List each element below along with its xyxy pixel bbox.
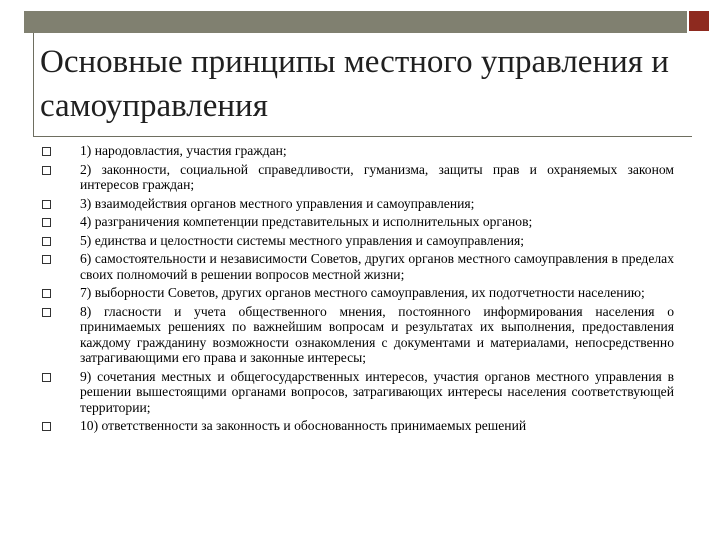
square-bullet-icon (42, 373, 51, 382)
slide-title: Основные принципы местного управления и самоуправления (40, 44, 669, 124)
principles-list (42, 143, 674, 437)
title-divider (33, 136, 692, 137)
list-item-text: 6) самостоятельности и независимости Советов, других органов местного самоуправления в пределах своих полномочий в решении вопросов местной жизни; (80, 251, 674, 282)
list-item-text: 4) разграничения компетенции представительных и исполнительных органов; (80, 214, 533, 229)
list-item (42, 233, 674, 249)
corner-accent-square (689, 11, 709, 31)
list-item (42, 285, 674, 301)
list-item-text: 5) единства и целостности системы местного управления и самоуправления; (80, 232, 525, 248)
square-bullet-icon (42, 147, 51, 156)
list-item (42, 251, 674, 282)
square-bullet-icon (42, 237, 51, 246)
list-item-text: 10) ответственности за законность и обоснованность принимаемых решений (80, 418, 527, 433)
square-bullet-icon (42, 200, 51, 209)
square-bullet-icon (42, 255, 51, 264)
square-bullet-icon (42, 166, 51, 175)
list-item-text: 3) взаимодействия органов местного управления и самоуправления; (80, 195, 475, 211)
square-bullet-icon (42, 289, 51, 298)
square-bullet-icon (42, 218, 51, 227)
list-item (42, 143, 674, 159)
list-item-text: 9) сочетания местных и общегосударственных интересов, участия органов местного управления в решении вышестоящими органами вопросов, затрагивающих интересы населения соответствующей территории; (80, 368, 674, 415)
square-bullet-icon (42, 422, 51, 431)
top-decorative-bar (24, 11, 687, 33)
list-item (42, 304, 674, 366)
title-left-border (33, 33, 34, 137)
list-item-text: 8) гласности и учета общественного мнения, постоянного информирования населения о принимаемых решениях по важнейшим вопросам и результатах их выполнения, предоставления каждому гражданину возможности ознакомления с документами и материалами, непосредственно затрагивающими его права и законные интересы; (80, 303, 674, 365)
square-bullet-icon (42, 308, 51, 317)
list-item (42, 214, 674, 230)
list-item (42, 196, 674, 212)
list-item-text: 1) народовластия, участия граждан; (80, 143, 287, 158)
list-item-text: 7) выборности Советов, других органов местного самоуправления, их подотчетности населению; (80, 285, 645, 300)
list-item-text: 2) законности, социальной справедливости, гуманизма, защиты прав и охраняемых законом интересов граждан; (80, 161, 674, 192)
list-item (42, 369, 674, 416)
list-item (42, 162, 674, 193)
list-item (42, 418, 674, 434)
